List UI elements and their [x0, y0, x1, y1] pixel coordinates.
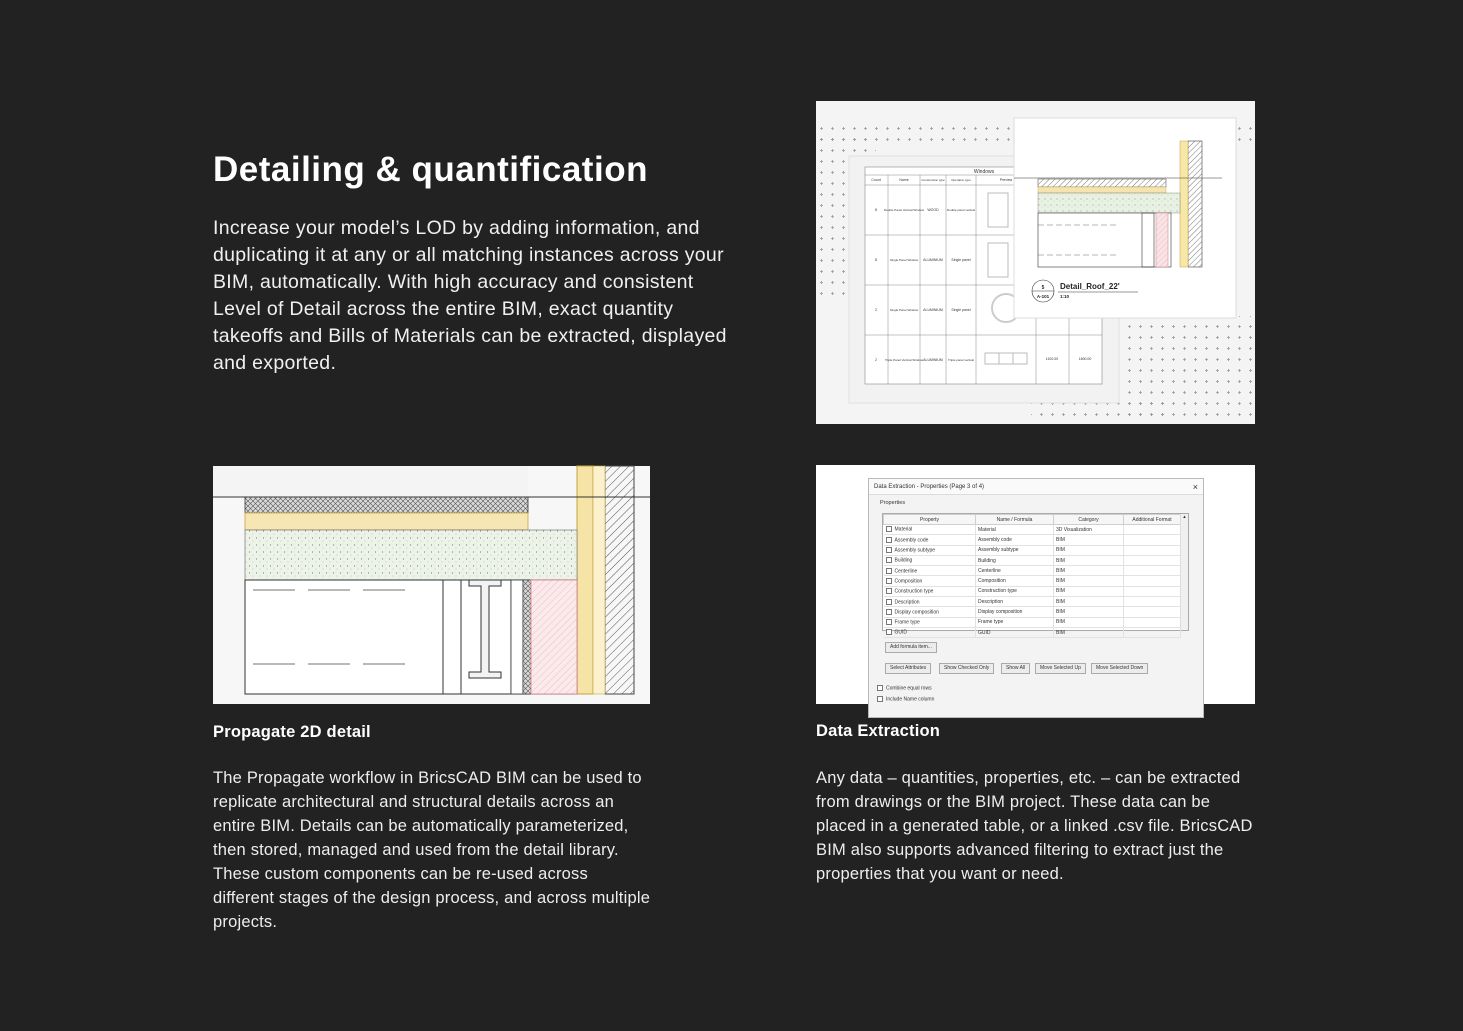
- row-checkbox[interactable]: [886, 588, 892, 594]
- close-icon[interactable]: ×: [1192, 482, 1198, 492]
- table-row[interactable]: Assembly code Assembly code BIM: [884, 535, 1181, 545]
- extraction-description: Any data – quantities, properties, etc. – can be extracted from drawings or the BIM project. These data can be placed in a generated table, or a linked .csv file. BricsCAD BIM also supports advanced filtering to extract just the properties that you want or need.: [816, 769, 1253, 883]
- propagate-title: Propagate 2D detail: [213, 723, 371, 741]
- table-row[interactable]: GUID GUID BIM: [884, 627, 1181, 637]
- row-checkbox[interactable]: [886, 629, 892, 635]
- col-property: Property: [884, 515, 976, 525]
- table-row[interactable]: Display composition Display composition BIM: [884, 607, 1181, 617]
- row-count: 2: [875, 308, 877, 312]
- table-scrollbar[interactable]: ▴: [1180, 514, 1188, 630]
- data-extraction-dialog: [868, 478, 1204, 718]
- detailing-illustration: [816, 101, 1255, 424]
- row-operation: Triple panel vertical: [948, 358, 974, 362]
- row-name: Triple Panel Vertical Window: [884, 358, 924, 362]
- dialog-title: Data Extraction - Properties (Page 3 of 4): [874, 484, 985, 490]
- row-width: 1100.00: [1045, 357, 1059, 361]
- section-title: Detailing & quantification: [213, 150, 648, 189]
- schedule-title: Windows: [973, 169, 995, 175]
- row-count: 8: [875, 208, 877, 212]
- row-operation: Double panel vertical: [946, 208, 976, 212]
- row-checkbox[interactable]: [886, 526, 892, 532]
- detail-name: Detail_Roof_22': [1060, 282, 1120, 291]
- row-checkbox[interactable]: [886, 547, 892, 553]
- detail-number: 5: [1041, 285, 1045, 291]
- row-count: 8: [875, 258, 877, 262]
- row-name: Single Panel Window: [889, 308, 919, 312]
- col-operation: Operation type: [951, 178, 971, 182]
- col-name-formula: Name / Formula: [976, 515, 1054, 525]
- combine-equal-rows-checkbox[interactable]: Combine equal rows: [877, 685, 932, 691]
- show-all-button[interactable]: Show All: [1001, 663, 1030, 674]
- include-name-column-checkbox[interactable]: Include Name column: [877, 696, 934, 702]
- row-checkbox[interactable]: [886, 578, 892, 584]
- propagate-detail-drawing: [213, 466, 650, 704]
- move-selected-up-button[interactable]: Move Selected Up: [1035, 663, 1086, 674]
- properties-table: [882, 513, 1189, 636]
- row-construction: ALUMINIUM: [923, 358, 943, 362]
- table-row[interactable]: Construction type Construction type BIM: [884, 586, 1181, 596]
- extraction-title: Data Extraction: [816, 722, 941, 740]
- row-operation: Single panel: [951, 258, 971, 262]
- col-category: Category: [1054, 515, 1124, 525]
- move-selected-down-button[interactable]: Move Selected Down: [1091, 663, 1148, 674]
- row-checkbox[interactable]: [886, 568, 892, 574]
- propagate-description: The Propagate workflow in BricsCAD BIM can be used to replicate architectural and structural details across an entire BIM. Details can be automatically parameterized, then stored, managed and used from the detail library. These custom components can be re-used across different stages of the design process, and across multiple projects.: [213, 769, 651, 931]
- row-operation: Single panel: [951, 308, 971, 312]
- row-height: 1800.00: [1078, 357, 1092, 361]
- row-checkbox[interactable]: [886, 609, 892, 615]
- row-construction: ALUMINIUM: [923, 258, 943, 262]
- col-preview: Preview: [999, 178, 1013, 182]
- row-name: Double Panel Vertical Window: [883, 208, 925, 212]
- row-checkbox[interactable]: [886, 619, 892, 625]
- col-name: Name: [899, 178, 909, 182]
- section-description: Increase your model’s LOD by adding information, and duplicating it at any or all matching instances across your BIM, automatically. With high accuracy and consistent Level of Detail across the entire BIM, exact quantity takeoffs and Bills of Materials can be extracted, displayed and exported.: [213, 217, 727, 374]
- table-row[interactable]: Building Building BIM: [884, 555, 1181, 565]
- col-additional-format: Additional Format: [1124, 515, 1181, 525]
- table-row[interactable]: Material Material 3D Visualization: [884, 525, 1181, 535]
- add-formula-button[interactable]: Add formula item...: [885, 642, 937, 653]
- properties-section-label: Properties: [880, 500, 906, 506]
- row-checkbox[interactable]: [886, 599, 892, 605]
- row-name: Single Panel Window: [889, 258, 919, 262]
- row-checkbox[interactable]: [886, 557, 892, 563]
- detail-sheet: A-101: [1036, 294, 1050, 299]
- col-construction: Construction type: [921, 178, 945, 182]
- table-row[interactable]: Description Description BIM: [884, 597, 1181, 607]
- show-checked-only-button[interactable]: Show Checked Only: [939, 663, 994, 674]
- row-construction: WOOD: [927, 208, 939, 212]
- col-count: Count: [871, 178, 881, 182]
- table-row[interactable]: Assembly subtype Assembly subtype BIM: [884, 545, 1181, 555]
- table-row[interactable]: Composition Composition BIM: [884, 576, 1181, 586]
- row-construction: ALUMINIUM: [923, 308, 943, 312]
- detail-scale: 1:10: [1060, 294, 1070, 299]
- row-checkbox[interactable]: [886, 537, 892, 543]
- row-count: 2: [875, 358, 877, 362]
- table-row[interactable]: Centerline Centerline BIM: [884, 566, 1181, 576]
- table-row[interactable]: Frame type Frame type BIM: [884, 617, 1181, 627]
- data-extraction-screenshot: [816, 465, 1255, 704]
- select-attributes-button[interactable]: Select Attributes: [885, 663, 931, 674]
